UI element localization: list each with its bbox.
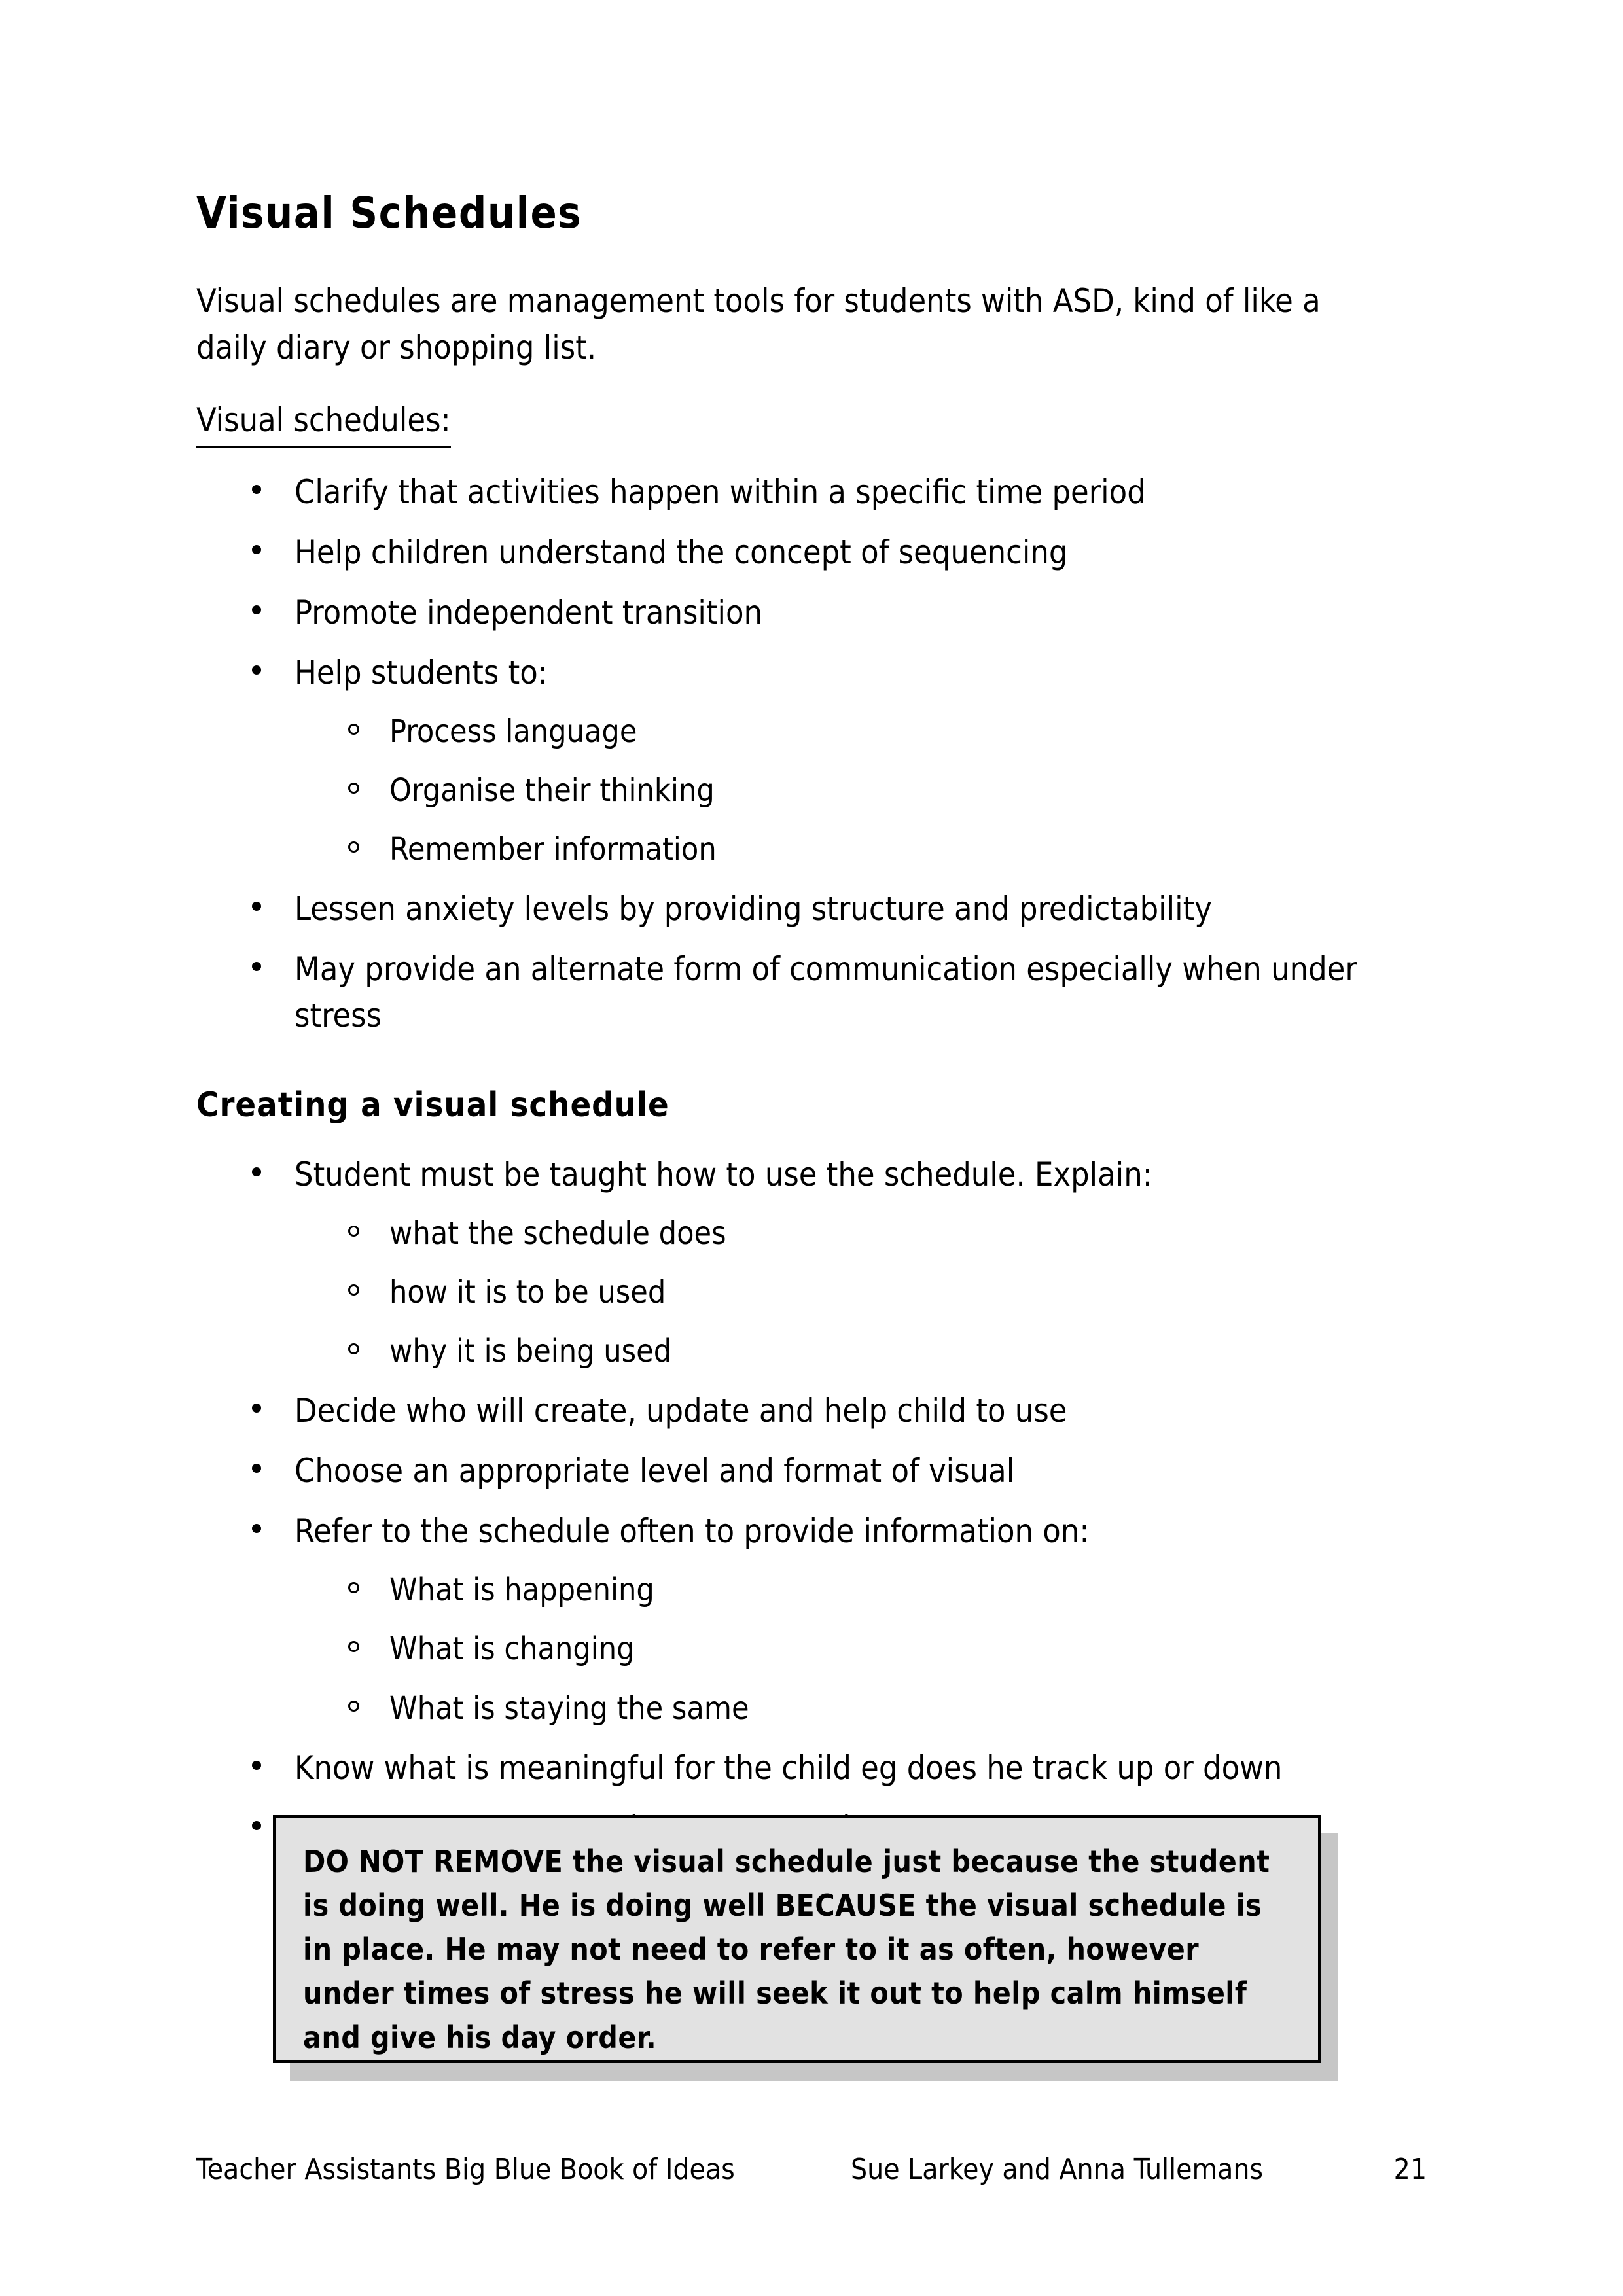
list-item-label: Lessen anxiety levels by providing structure and predictability — [294, 890, 1212, 928]
list-item — [196, 529, 1427, 576]
sub-list-item-label: What is happening — [389, 1572, 654, 1609]
sub-list-item-label: what the schedule does — [389, 1214, 726, 1252]
bullet-circle-icon — [348, 1701, 359, 1712]
sub-list-item — [294, 827, 1427, 872]
list-item-label: Help children understand the concept of sequencing — [294, 533, 1068, 571]
list-item — [196, 946, 1427, 1039]
list-item — [196, 650, 1427, 872]
list-item — [196, 1448, 1427, 1494]
sub-list-item-label: Process language — [389, 713, 637, 750]
list-item-label: Decide who will create, update and help child to use — [294, 1392, 1067, 1430]
bullet-circle-icon — [348, 1582, 359, 1593]
sub-list — [294, 1211, 1427, 1373]
intro-paragraph: Visual schedules are management tools for students with ASD, kind of like a daily diary or shopping list. — [196, 281, 1321, 366]
bullet-dot-icon — [252, 665, 261, 675]
bullet-circle-icon — [348, 724, 359, 735]
footer-authors: Sue Larkey and Anna Tullemans — [851, 2153, 1264, 2186]
bullet-dot-icon — [252, 1167, 261, 1176]
bullet-dot-icon — [252, 962, 261, 971]
list-item-label: Student must be taught how to use the schedule. Explain: — [294, 1155, 1152, 1193]
sub-list-item — [294, 1329, 1427, 1373]
bullet-dot-icon — [252, 485, 261, 494]
callout-box-container — [273, 1815, 1321, 2063]
sub-list-item-label: Remember information — [389, 830, 717, 868]
sub-list-item-label: What is changing — [389, 1631, 635, 1668]
footer-page-number: 21 — [1393, 2153, 1427, 2186]
sub-list-item — [294, 1627, 1427, 1671]
bullet-circle-icon — [348, 1343, 359, 1354]
sub-list-item-label: What is staying the same — [389, 1689, 749, 1727]
sub-list — [294, 1568, 1427, 1730]
sub-list-item — [294, 1211, 1427, 1256]
page-content — [196, 190, 1427, 1865]
list-item-label: Choose an appropriate level and format of visual — [294, 1452, 1015, 1491]
sub-list-item-label: why it is being used — [389, 1333, 672, 1370]
visual-schedules-label — [196, 397, 451, 448]
bullet-dot-icon — [252, 545, 261, 554]
list-item — [196, 590, 1427, 636]
sub-list-item — [294, 768, 1427, 813]
bullet-dot-icon — [252, 1404, 261, 1413]
sub-list — [294, 709, 1427, 872]
list-item — [196, 1388, 1427, 1434]
bullet-dot-icon — [252, 1524, 261, 1533]
callout-text: DO NOT REMOVE the visual schedule just because the student is doing well. He is doing well BECAUSE the visual schedule is in place. He may not need to refer to it as often, however under times of stress he will seek it out to help calm himself and give his day order. — [303, 1844, 1270, 2055]
list-item-label: Help students to: — [294, 653, 548, 692]
bullet-dot-icon — [252, 902, 261, 911]
section-title-creating: Creating a visual schedule — [196, 1086, 669, 1125]
callout-box — [273, 1815, 1321, 2063]
bullet-dot-icon — [252, 1761, 261, 1770]
bullet-circle-icon — [348, 783, 359, 794]
list-item-label: Know what is meaningful for the child eg does he track up or down — [294, 1748, 1283, 1787]
list-item — [196, 469, 1427, 516]
list-item-label: May provide an alternate form of communication especially when under stress — [294, 950, 1357, 1035]
bullet-circle-icon — [348, 1226, 359, 1237]
page-footer — [196, 2153, 1427, 2187]
bullet-dot-icon — [252, 1821, 261, 1830]
footer-book-title: Teacher Assistants Big Blue Book of Ideas — [196, 2153, 735, 2186]
sub-list-item-label: how it is to be used — [389, 1274, 666, 1311]
list-item — [196, 1152, 1427, 1373]
benefits-list — [196, 469, 1427, 1039]
sub-list-item — [294, 709, 1427, 754]
bullet-circle-icon — [348, 841, 359, 853]
creating-steps-list — [196, 1152, 1427, 1852]
list-item — [196, 886, 1427, 932]
list-item — [196, 1508, 1427, 1730]
bullet-circle-icon — [348, 1641, 359, 1652]
list-item-label: Promote independent transition — [294, 593, 763, 631]
sub-list-item — [294, 1686, 1427, 1731]
page-title: Visual Schedules — [196, 188, 582, 238]
visual-schedules-label-text: Visual schedules: — [196, 397, 451, 448]
bullet-dot-icon — [252, 1464, 261, 1473]
sub-list-item-label: Organise their thinking — [389, 771, 715, 809]
list-item-label: Clarify that activities happen within a specific time period — [294, 472, 1146, 511]
list-item — [196, 1745, 1427, 1792]
bullet-dot-icon — [252, 605, 261, 614]
sub-list-item — [294, 1270, 1427, 1315]
bullet-circle-icon — [348, 1284, 359, 1296]
sub-list-item — [294, 1568, 1427, 1612]
list-item-label: Refer to the schedule often to provide information on: — [294, 1512, 1090, 1551]
